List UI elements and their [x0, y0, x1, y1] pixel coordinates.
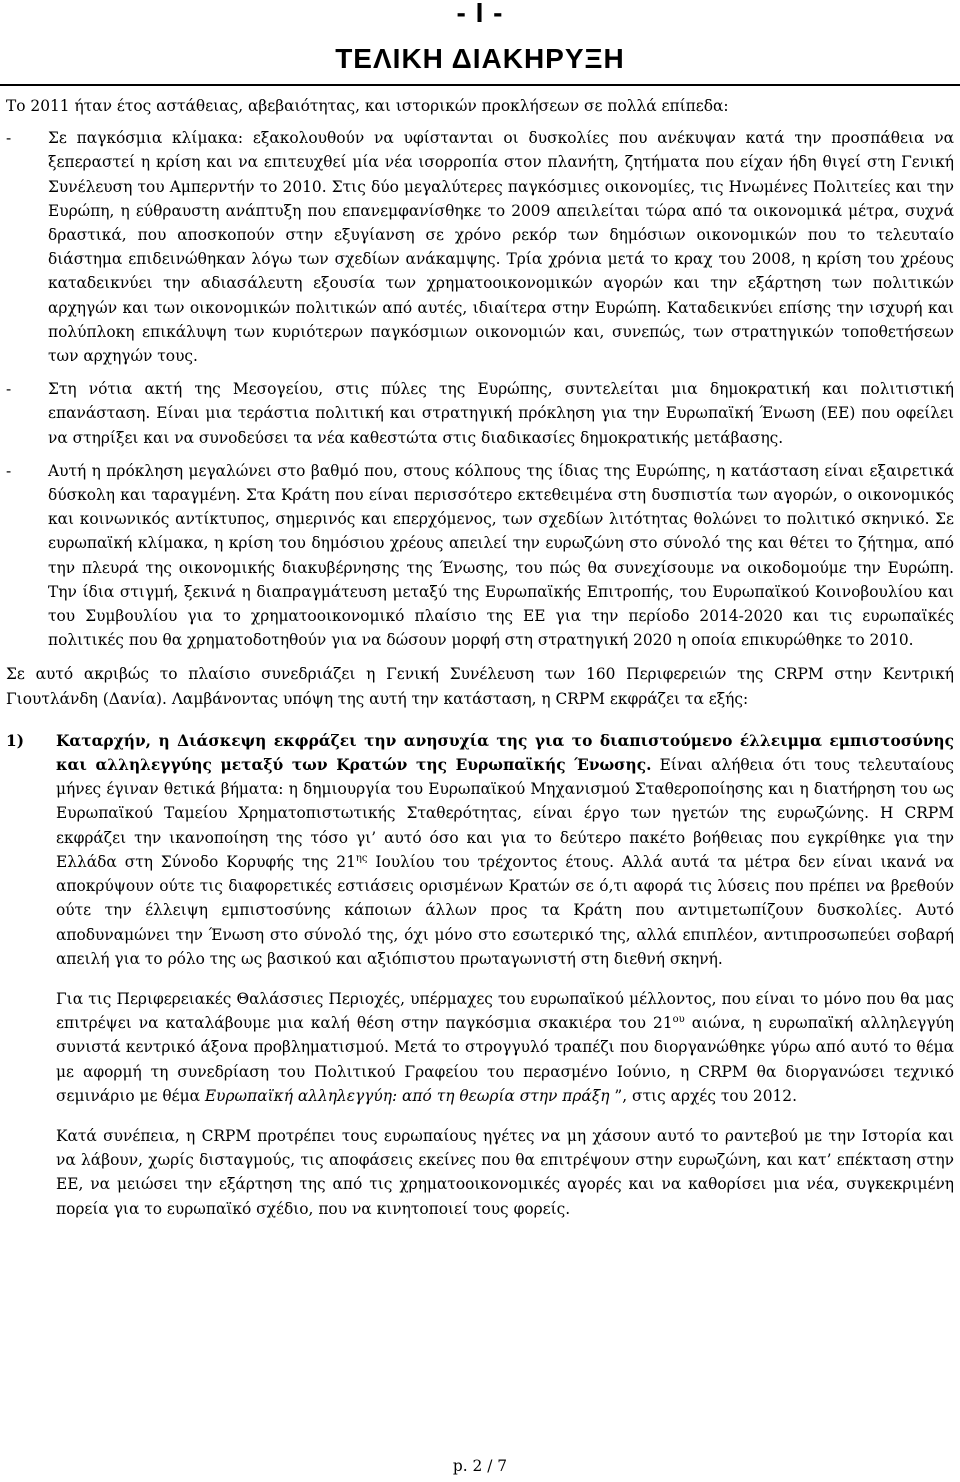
bullet-marker: - [6, 129, 12, 148]
bullet-marker: - [6, 380, 12, 399]
document-body [6, 94, 954, 1221]
solidarity-text-c: ”, στις αρχές του 2012. [609, 1086, 797, 1105]
point-number: 1) [6, 731, 24, 750]
point-bold-lead: Καταρχήν, η Διάσκεψη εκφράζει την ανησυχία της για το διαπιστούμενο έλλειμμα εμπιστοσύνης και αλληλεγγύης μεταξύ των Κρατών της Ευρωπαϊκής Ένωσης. [56, 731, 954, 775]
solidarity-text-a: Για τις Περιφερειακές Θαλάσσιες Περιοχές, υπέρμαχες του ευρωπαϊκού μέλλοντος, που είναι το μόνο που θα μας επιτρέψει να καταλάβουμε μια καλή θέση στην παγκόσμια σκακιέρα του 21 [56, 989, 954, 1033]
point-text-a: Είναι αλήθεια ότι τους τελευταίους μήνες έγιναν θετικά βήματα: η δημιουργία του Ευρωπαϊκού Μηχανισμού Σταθεροποίησης και η διατήρηση του ως Ευρωπαϊκού Ταμείου Χρηματοπιστωτικής Σταθερότητας, είναι έργο των ηγετών της ευρωζώνης. Η CRPM εκφράζει την ικανοποίηση της τόσο γι’ αυτό όσο και για το δεύτερο πακέτο βοήθειας που εγκρίθηκε για την Ελλάδα στη Σύνοδο Κορυφής της 21 [56, 756, 954, 871]
page-title: ΤΕΛΙΚΗ ΔΙΑΚΗΡΥΞΗ [335, 43, 625, 74]
bullet-item [6, 126, 954, 368]
conclusion-paragraph: Κατά συνέπεια, η CRPM προτρέπει τους ευρωπαίους ηγέτες να μη χάσουν αυτό το ραντεβού με την Ιστορία και να λάβουν, χωρίς δισταγμούς, τις αποφάσεις εκείνες που θα επιτρέψουν στην ευρωζώνη, και κατ’ επέκταση στην ΕΕ, να μειώσει την εξάρτηση της από τις χρηματοοικονομικές αγορές και να καθορίσει μια νέα, συγκεκριμένη πορεία για το ευρωπαϊκό σχέδιο, που να κινητοποιεί τους φορείς. [56, 1126, 954, 1218]
bullet-marker: - [6, 461, 12, 480]
bullet-text-global: Σε παγκόσμια κλίμακα: εξακολουθούν να υφίστανται οι δυσκολίες που ανέκυψαν κατά την προσπάθεια να ξεπεραστεί η κρίση και να επιτευχθεί μία νέα ισορροπία στον πλανήτη, ζητήματα που είχαν ήδη θιγεί στη Γενική Συνέλευση του Αμπερντήν το 2010. Στις δύο μεγαλύτερες παγκόσμιες οικονομίες, τις Ηνωμένες Πολιτείες και την Ευρώπη, η εύθραυστη ανάπτυξη που επανεμφανίσθηκε το 2009 απειλείται τώρα από τα οικονομικά μέτρα, συχνά δραστικά, που αποσκοπούν στην εξυγίανση σε χρόνο ρεκόρ των δημόσιων οικονομικών που το τελευταίο διάστημα επιδεινώθηκαν λόγω των σχεδίων ανάκαμψης. Τρία χρόνια μετά το κραχ του 2008, η κρίση του χρέους καταδεικνύει την αδιασάλευτη εξουσία των χρηματοοικονομικών αγορών και την εξάρτηση των πολιτικών αρχηγών και των οικονομικών πολιτικών από αυτές, ιδιαίτερα στην Ευρώπη. Καταδεικνύει επίσης την ισχυρή και πολύπλοκη επικάλυψη των κυριότερων παγκόσμιων οικονομιών και, συνεπώς, των στρατηγικών τοποθετήσεων των αρχηγών τους. [48, 129, 954, 366]
solidarity-text-b: αιώνα, η ευρωπαϊκή αλληλεγγύη συνιστά κεντρικό άξονα προβληματισμού. Μετά το στρογγυλό τραπέζι που διοργανώθηκε γύρω από αυτό το θέμα με αφορμή τη συνεδρίαση του Πολιτικού Γραφείου του περασμένο Ιούνιο, η CRPM θα διοργανώσει τεχνικό σεμινάριο με θέμα [56, 1014, 954, 1105]
superscript: ου [672, 1013, 685, 1025]
superscript: ης [355, 852, 368, 864]
bullet-text-mediterranean: Στη νότια ακτή της Μεσογείου, στις πύλες της Ευρώπης, συντελείται μια δημοκρατική και πολιτιστική επανάσταση. Είναι μια τεράστια πολιτική και στρατηγική πρόκληση για την Ευρωπαϊκή Ένωση (ΕΕ) που οφείλει να στηρίξει και να συνοδεύσει τα νέα καθεστώτα στις διαδικασίες δημοκρατικής μετάβασης. [48, 380, 954, 447]
numbered-point [6, 729, 954, 971]
page-number: p. 2 / 7 [452, 1457, 508, 1475]
solidarity-paragraph [56, 987, 954, 1108]
bullet-item [6, 459, 954, 653]
seminar-title: Ευρωπαϊκή αλληλεγγύη: από τη θεωρία στην πράξη [204, 1086, 610, 1105]
intro-paragraph: Το 2011 ήταν έτος αστάθειας, αβεβαιότητας, και ιστορικών προκλήσεων σε πολλά επίπεδα: [6, 97, 729, 115]
context-paragraph: Σε αυτό ακριβώς το πλαίσιο συνεδριάζει η Γενική Συνέλευση των 160 Περιφερειών της CRPM στην Κεντρική Γιουτλάνδη (Δανία). Λαμβάνοντας υπόψη της αυτή την κατάσταση, η CRPM εκφράζει τα εξής: [6, 665, 954, 708]
section-number: - I - [456, 0, 504, 28]
point-text-b: Ιουλίου του τρέχοντος έτους. Αλλά αυτά τα μέτρα δεν είναι ικανά να αποκρύψουν ούτε τις διαφορετικές εστιάσεις ορισμένων Κρατών σε ό,τι αφορά τις λύσεις που πρέπει να βρεθούν ούτε την έλλειψη εμπιστοσύνης κάποιων άλλων προς τα Κράτη που αντιμετωπίζουν δυσκολίες. Αυτό αποδυναμώνει την Ένωση στο σύνολό της, όχι μόνο στο εσωτερικό της, αλλά επιπλέον, αντιπροσωπεύει σοβαρή απειλή για το ρόλο της ως βασικού και αξιόπιστου πρωταγωνιστή στη διεθνή σκηνή. [56, 852, 954, 968]
bullet-item [6, 377, 954, 450]
title-divider [0, 84, 960, 86]
point-paragraph [56, 729, 954, 971]
bullet-text-europe: Αυτή η πρόκληση μεγαλώνει στο βαθμό που, στους κόλπους της ίδιας της Ευρώπης, η κατάσταση είναι εξαιρετικά δύσκολη και ταραγμένη. Στα Κράτη που είναι περισσότερο εκτεθειμένα στη δυσπιστία των αγορών, ο οικονομικός και κοινωνικός αντίκτυπος, σημερινός και επερχόμενος, των σχεδίων λιτότητας θολώνει το πολιτικό σκηνικό. Σε ευρωπαϊκή κλίμακα, η κρίση του δημόσιου χρέους απειλεί την ευρωζώνη στο σύνολό της και θέτει το ζήτημα, από την πλευρά της οικονομικής διακυβέρνησης της Ένωσης, του πώς θα συνεχίσουμε να οικοδομούμε την Ευρώπη. Την ίδια στιγμή, ξεκινά η διαπραγμάτευση μεταξύ της Ευρωπαϊκής Επιτροπής, του Ευρωπαϊκού Κοινοβουλίου και του Συμβουλίου για το χρηματοοικονομικό πλαίσιο της ΕΕ για την περίοδο 2014-2020 και τις ευρωπαϊκές πολιτικές που θα χρηματοδοτηθούν για να δώσουν μορφή στη στρατηγική 2020 η οποία επικυρώθηκε το 2010. [48, 461, 954, 650]
